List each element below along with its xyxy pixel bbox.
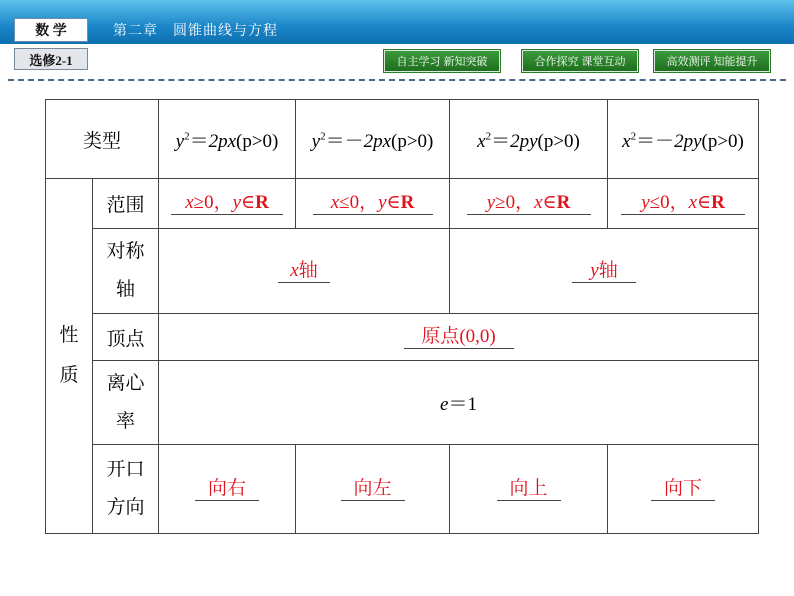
subject-label: 数 学 bbox=[14, 18, 88, 42]
equation-cell-4: $x^2=-2py(p>0)$ bbox=[608, 100, 759, 179]
vertex-label: 顶点 bbox=[93, 314, 159, 361]
range-cell-2: x≤0，y∈R bbox=[296, 179, 450, 229]
opening-cell-2: 向左 bbox=[296, 445, 450, 534]
table-row-type bbox=[46, 100, 759, 179]
eccentricity-cell: e＝1 bbox=[159, 361, 759, 445]
table-row-range bbox=[46, 179, 759, 229]
equation-cell-3: $x^2=2py(p>0)$ bbox=[450, 100, 608, 179]
opening-cell-1: 向右 bbox=[159, 445, 296, 534]
range-cell-3: y≥0，x∈R bbox=[450, 179, 608, 229]
range-cell-1: x≥0，y∈R bbox=[159, 179, 296, 229]
chapter-title: 第二章 圆锥曲线与方程 bbox=[113, 24, 278, 39]
opening-cell-3: 向上 bbox=[450, 445, 608, 534]
properties-label: 性 质 bbox=[46, 179, 93, 534]
nav-button-cooperative-inquiry[interactable]: 合作探究 课堂互动 bbox=[522, 50, 638, 72]
symmetry-label: 对称 轴 bbox=[93, 229, 159, 314]
table-row-eccentricity bbox=[46, 361, 759, 445]
nav-button-assessment[interactable]: 高效测评 知能提升 bbox=[654, 50, 770, 72]
opening-label: 开口 方向 bbox=[93, 445, 159, 534]
course-label: 选修2-1 bbox=[14, 48, 88, 70]
parabola-properties-table bbox=[45, 99, 759, 534]
table-row-vertex bbox=[46, 314, 759, 361]
equation-cell-1: $y^2=2px(p>0)$ bbox=[159, 100, 296, 179]
table-row-opening bbox=[46, 445, 759, 534]
dashed-divider bbox=[8, 79, 786, 81]
eccentricity-label: 离心 率 bbox=[93, 361, 159, 445]
symmetry-cell-y: y轴 bbox=[450, 229, 759, 314]
range-cell-4: y≤0，x∈R bbox=[608, 179, 759, 229]
table-row-symmetry bbox=[46, 229, 759, 314]
type-label: 类型 bbox=[46, 100, 159, 179]
symmetry-cell-x: x轴 bbox=[159, 229, 450, 314]
equation-cell-2: $y^2=-2px(p>0)$ bbox=[296, 100, 450, 179]
opening-cell-4: 向下 bbox=[608, 445, 759, 534]
nav-button-self-study[interactable]: 自主学习 新知突破 bbox=[384, 50, 500, 72]
vertex-cell: 原点(0,0) bbox=[159, 314, 759, 361]
range-label: 范围 bbox=[93, 179, 159, 229]
